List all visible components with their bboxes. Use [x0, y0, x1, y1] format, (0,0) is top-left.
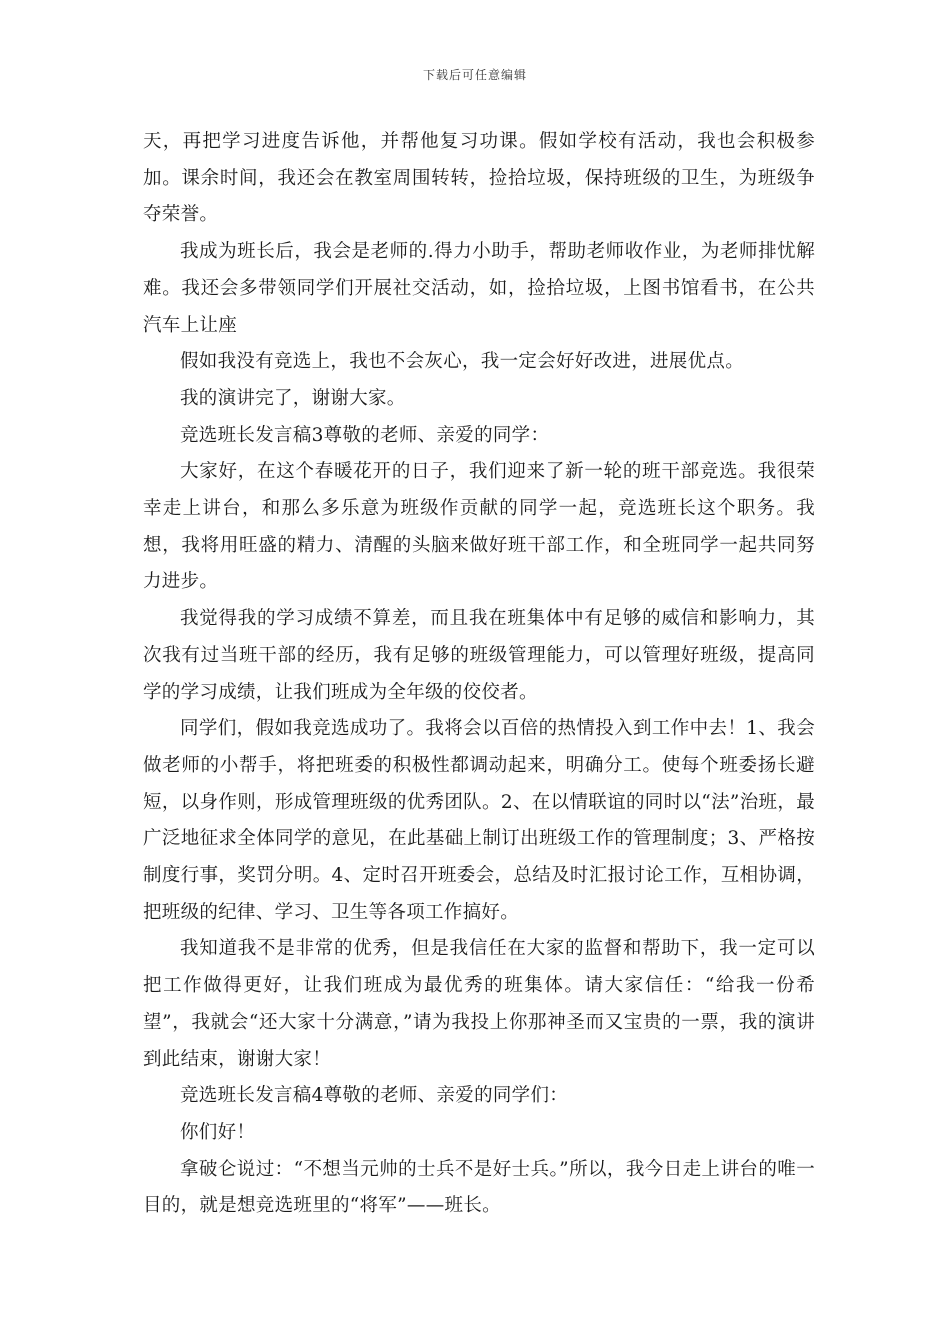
paragraph: 我的演讲完了，谢谢大家。 — [180, 387, 406, 409]
paragraph: 我成为班长后，我会是老师的.得力小助手，帮助老师收作业，为老师排忧解难。我还会多带领同学们开展社交活动，如，捡拾垃圾，上图书馆看书，在公共汽车上让座 — [143, 241, 815, 336]
section-heading: 竞选班长发言稿4尊敬的老师、亲爱的同学们： — [180, 1085, 569, 1107]
paragraph: 天，再把学习进度告诉他，并帮他复习功课。假如学校有活动，我也会积极参加。课余时间，我还会在教室周围转转，捡拾垃圾，保持班级的卫生，为班级争夺荣誉。 — [143, 131, 815, 226]
paragraph: 大家好，在这个春暖花开的日子，我们迎来了新一轮的班干部竞选。我很荣幸走上讲台，和那么多乐意为班级作贡献的同学一起，竞选班长这个职务。我想，我将用旺盛的精力、清醒的头脑来做好班干部工作，和全班同学一起共同努力进步。 — [143, 461, 815, 593]
paragraph: 你们好！ — [180, 1121, 256, 1143]
document-body — [143, 124, 815, 1225]
paragraph: 假如我没有竞选上，我也不会灰心，我一定会好好改进，进展优点。 — [180, 351, 745, 373]
paragraph: 同学们，假如我竞选成功了。我将会以百倍的热情投入到工作中去！1、我会做老师的小帮手，将把班委的积极性都调动起来，明确分工。使每个班委扬长避短，以身作则，形成管理班级的优秀团队。2、在以情联谊的同时以“法”治班，最广泛地征求全体同学的意见，在此基础上制订出班级工作的管理制度；3、严格按制度行事，奖罚分明。4、定时召开班委会，总结及时汇报讨论工作，互相协调，把班级的纪律、学习、卫生等各项工作搞好。 — [143, 718, 815, 923]
paragraph: 我觉得我的学习成绩不算差，而且我在班集体中有足够的威信和影响力，其次我有过当班干部的经历，我有足够的班级管理能力，可以管理好班级，提高同学的学习成绩，让我们班成为全年级的佼佼者。 — [143, 608, 815, 703]
section-heading: 竞选班长发言稿3尊敬的老师、亲爱的同学： — [180, 424, 550, 446]
paragraph: 拿破仑说过：“不想当元帅的士兵不是好士兵。”所以，我今日走上讲台的唯一目的，就是想竞选班里的“将军”——班长。 — [143, 1158, 815, 1217]
paragraph: 我知道我不是非常的优秀，但是我信任在大家的监督和帮助下，我一定可以把工作做得更好，让我们班成为最优秀的班集体。请大家信任：“给我一份希望”，我就会“还大家十分满意，”请为我投上你那神圣而又宝贵的一票，我的演讲到此结束，谢谢大家！ — [143, 938, 815, 1070]
page-header: 下载后可任意编辑 — [422, 68, 527, 82]
